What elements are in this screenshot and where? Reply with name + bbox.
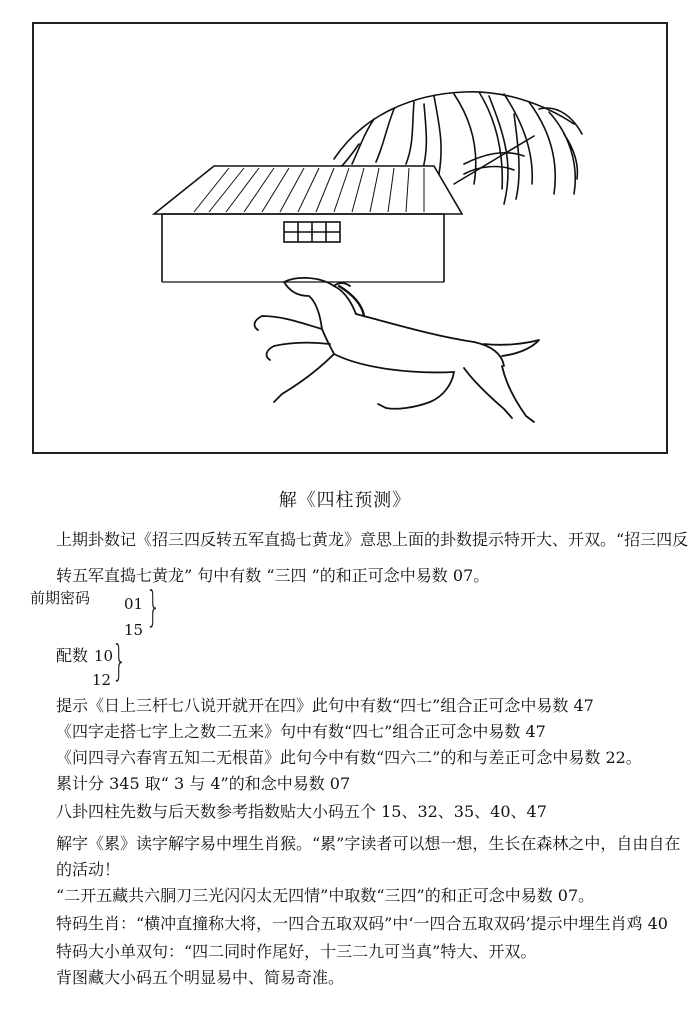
body-line: 特码生肖：“横冲直撞称大将，一四合五取双码”中‘一四合五取双码’提示中埋生肖鸡 40	[56, 914, 668, 933]
body-line: 《问四寻六春宵五知二无根苗》此句今中有数“四六二”的和与差正可念中易数 22。	[56, 748, 642, 767]
body-line: “二开五藏共六胴刀三光闪闪太无四情”中取数“三四”的和正可念中易数 07。	[56, 886, 595, 905]
house	[154, 166, 462, 282]
match-numbers-label: 配数	[56, 646, 89, 665]
paragraph1-line1: 上期卦数记《招三四反转五军直捣七黄龙》意思上面的卦数提示特开大、开双。“招三四反	[56, 530, 689, 549]
body-line: 的活动！	[56, 860, 121, 879]
match-numbers-value: 12	[92, 671, 112, 689]
body-line: 《四字走搭七字上之数二五来》句中有数“四七”组合正可念中易数 47	[56, 722, 546, 741]
body-line: 特码大小单双句：“四二同时作尾好，十三二九可当真”特大、开双。	[56, 942, 537, 961]
body-line: 累计分 345 取“ 3 与 4”的和念中易数 07	[56, 774, 351, 793]
body-line: 八卦四柱先数与后天数参考指数贴大小码五个 15、32、35、40、47	[56, 802, 547, 821]
match-numbers-value: 10	[94, 647, 114, 665]
horse	[255, 278, 539, 422]
body-line: 解字《累》读字解字易中埋生肖猴。“累”字读者可以想一想，生长在森林之中，自由自在	[56, 834, 681, 853]
body-line: 提示《日上三杆七八说开就开在四》此句中有数“四七”组合正可念中易数 47	[56, 696, 594, 715]
illustration-frame	[32, 22, 668, 454]
previous-code-value: 15	[124, 621, 144, 639]
body-line: 背图藏大小码五个明显易中、简易奇准。	[56, 968, 345, 987]
previous-code-brace: }	[146, 582, 161, 631]
house-horse-illustration	[34, 24, 666, 452]
previous-code-label: 前期密码	[30, 589, 91, 607]
paragraph1-line2: 转五军直捣七黄龙” 句中有数 “三四 ”的和正可念中易数 07。	[56, 566, 490, 585]
article-title: 解《四柱预测》	[278, 490, 412, 511]
previous-code-value: 01	[124, 595, 144, 613]
match-numbers-brace: }	[112, 636, 127, 685]
